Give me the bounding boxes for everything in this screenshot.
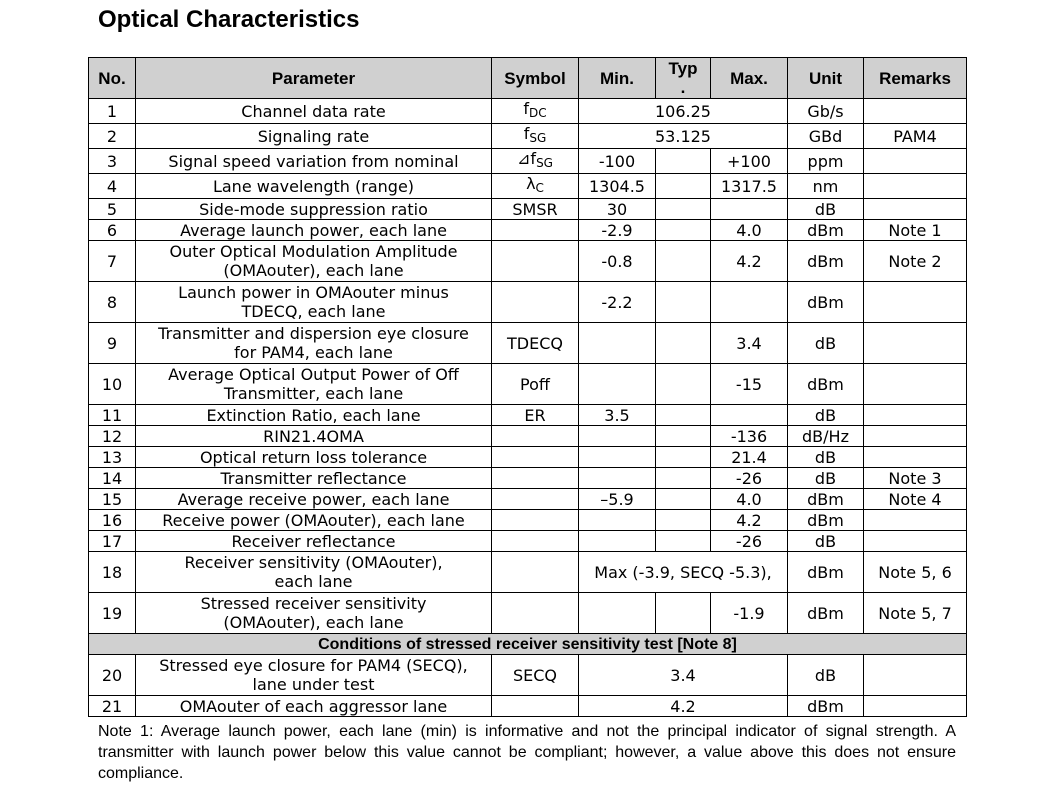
cell-max: 4.0	[711, 489, 788, 510]
cell-no: 5	[89, 199, 136, 220]
table-row	[89, 241, 967, 282]
table-row	[89, 199, 967, 220]
table-row	[89, 364, 967, 405]
cell-max: 1317.5	[711, 174, 788, 199]
cell-symbol	[492, 531, 579, 552]
cell-max: -26	[711, 468, 788, 489]
cell-unit: dB	[788, 531, 864, 552]
header-no: No.	[89, 58, 136, 99]
cell-unit: ppm	[788, 149, 864, 174]
header-unit: Unit	[788, 58, 864, 99]
cell-max: 4.2	[711, 241, 788, 282]
cell-merged-value: Max (-3.9, SECQ -5.3),	[579, 552, 788, 593]
cell-parameter: Receive power (OMAouter), each lane	[136, 510, 492, 531]
cell-typ	[656, 489, 711, 510]
cell-symbol	[492, 489, 579, 510]
cell-parameter: Receiver sensitivity (OMAouter), each lane	[136, 552, 492, 593]
cell-symbol	[492, 241, 579, 282]
cell-min: -2.9	[579, 220, 656, 241]
cell-merged-value: 106.25	[579, 99, 788, 124]
cell-unit: dB	[788, 323, 864, 364]
cell-remarks	[864, 447, 967, 468]
cell-min	[579, 364, 656, 405]
cell-symbol	[492, 468, 579, 489]
cell-unit: dBm	[788, 220, 864, 241]
table-row	[89, 655, 967, 696]
table-row	[89, 593, 967, 634]
table-row	[89, 282, 967, 323]
page-title: Optical Characteristics	[98, 6, 360, 33]
cell-no: 21	[89, 696, 136, 717]
cell-max	[711, 282, 788, 323]
cell-typ	[656, 364, 711, 405]
cell-max: +100	[711, 149, 788, 174]
cell-parameter: Signaling rate	[136, 124, 492, 149]
cell-no: 9	[89, 323, 136, 364]
cell-parameter: Signal speed variation from nominal	[136, 149, 492, 174]
cell-typ	[656, 405, 711, 426]
cell-no: 10	[89, 364, 136, 405]
cell-unit: nm	[788, 174, 864, 199]
cell-parameter: Stressed eye closure for PAM4 (SECQ), lane under test	[136, 655, 492, 696]
cell-min: -2.2	[579, 282, 656, 323]
footnote-1: Note 1: Average launch power, each lane (min) is informative and not the principal indicator of signal strength. A transmitter with launch power below this value cannot be compliant; however, a value above this does not ensure compliance.	[98, 723, 956, 782]
table-row	[89, 552, 967, 593]
cell-no: 3	[89, 149, 136, 174]
cell-no: 7	[89, 241, 136, 282]
table-row	[89, 323, 967, 364]
cell-symbol	[492, 696, 579, 717]
cell-unit: dB	[788, 468, 864, 489]
cell-min	[579, 510, 656, 531]
cell-symbol: fDC	[492, 99, 579, 124]
cell-remarks	[864, 282, 967, 323]
cell-parameter: Transmitter and dispersion eye closure for PAM4, each lane	[136, 323, 492, 364]
table-row	[89, 426, 967, 447]
cell-parameter: Average receive power, each lane	[136, 489, 492, 510]
cell-max: -1.9	[711, 593, 788, 634]
cell-unit: dBm	[788, 241, 864, 282]
cell-remarks	[864, 510, 967, 531]
cell-max: 4.0	[711, 220, 788, 241]
cell-parameter: Stressed receiver sensitivity (OMAouter), each lane	[136, 593, 492, 634]
table-row	[89, 124, 967, 149]
cell-unit: dBm	[788, 489, 864, 510]
cell-typ	[656, 323, 711, 364]
cell-remarks: PAM4	[864, 124, 967, 149]
cell-no: 13	[89, 447, 136, 468]
cell-no: 18	[89, 552, 136, 593]
cell-typ	[656, 447, 711, 468]
table-row	[89, 510, 967, 531]
cell-parameter: Outer Optical Modulation Amplitude (OMAouter), each lane	[136, 241, 492, 282]
cell-remarks	[864, 405, 967, 426]
cell-typ	[656, 593, 711, 634]
cell-symbol: SECQ	[492, 655, 579, 696]
cell-parameter: Channel data rate	[136, 99, 492, 124]
cell-unit: dBm	[788, 510, 864, 531]
cell-unit: dBm	[788, 282, 864, 323]
cell-symbol: ⊿fSG	[492, 149, 579, 174]
cell-symbol: ER	[492, 405, 579, 426]
cell-remarks	[864, 531, 967, 552]
cell-min	[579, 426, 656, 447]
cell-min	[579, 447, 656, 468]
table-row	[89, 489, 967, 510]
cell-parameter: RIN21.4OMA	[136, 426, 492, 447]
header-min: Min.	[579, 58, 656, 99]
cell-no: 20	[89, 655, 136, 696]
cell-remarks	[864, 426, 967, 447]
cell-max	[711, 199, 788, 220]
cell-min: 1304.5	[579, 174, 656, 199]
cell-merged-value: 53.125	[579, 124, 788, 149]
cell-unit: dB/Hz	[788, 426, 864, 447]
cell-symbol	[492, 282, 579, 323]
header-typ-line1: Typ	[668, 59, 698, 78]
section-header-row	[89, 634, 967, 655]
cell-remarks: Note 1	[864, 220, 967, 241]
cell-no: 11	[89, 405, 136, 426]
cell-remarks	[864, 323, 967, 364]
cell-remarks: Note 4	[864, 489, 967, 510]
cell-typ	[656, 220, 711, 241]
cell-parameter: Average launch power, each lane	[136, 220, 492, 241]
cell-min	[579, 323, 656, 364]
cell-min: –5.9	[579, 489, 656, 510]
cell-remarks: Note 3	[864, 468, 967, 489]
optical-characteristics-table	[88, 57, 967, 717]
table-row	[89, 447, 967, 468]
cell-max: 4.2	[711, 510, 788, 531]
cell-symbol	[492, 426, 579, 447]
table-row	[89, 220, 967, 241]
header-typ	[656, 58, 711, 99]
cell-merged-value: 3.4	[579, 655, 788, 696]
cell-unit: GBd	[788, 124, 864, 149]
cell-parameter: Launch power in OMAouter minus TDECQ, each lane	[136, 282, 492, 323]
table-row	[89, 696, 967, 717]
cell-symbol	[492, 220, 579, 241]
cell-parameter: Lane wavelength (range)	[136, 174, 492, 199]
cell-symbol	[492, 510, 579, 531]
table-row	[89, 405, 967, 426]
cell-min	[579, 468, 656, 489]
cell-min	[579, 593, 656, 634]
cell-remarks: Note 5, 6	[864, 552, 967, 593]
cell-no: 15	[89, 489, 136, 510]
cell-unit: dB	[788, 199, 864, 220]
cell-remarks: Note 2	[864, 241, 967, 282]
cell-symbol: TDECQ	[492, 323, 579, 364]
cell-max: 21.4	[711, 447, 788, 468]
header-remarks: Remarks	[864, 58, 967, 99]
cell-remarks: Note 5, 7	[864, 593, 967, 634]
cell-min: 3.5	[579, 405, 656, 426]
table-row	[89, 149, 967, 174]
cell-max	[711, 405, 788, 426]
cell-unit: dBm	[788, 593, 864, 634]
cell-min: -0.8	[579, 241, 656, 282]
cell-max: -136	[711, 426, 788, 447]
cell-parameter: Average Optical Output Power of Off Transmitter, each lane	[136, 364, 492, 405]
cell-typ	[656, 174, 711, 199]
cell-min: 30	[579, 199, 656, 220]
cell-typ	[656, 426, 711, 447]
cell-unit: dB	[788, 447, 864, 468]
cell-symbol: SMSR	[492, 199, 579, 220]
cell-no: 2	[89, 124, 136, 149]
cell-remarks	[864, 199, 967, 220]
cell-no: 16	[89, 510, 136, 531]
cell-unit: Gb/s	[788, 99, 864, 124]
cell-remarks	[864, 696, 967, 717]
cell-remarks	[864, 364, 967, 405]
cell-unit: dB	[788, 405, 864, 426]
header-max: Max.	[711, 58, 788, 99]
cell-unit: dBm	[788, 696, 864, 717]
cell-typ	[656, 468, 711, 489]
cell-unit: dB	[788, 655, 864, 696]
cell-symbol	[492, 593, 579, 634]
table-row	[89, 531, 967, 552]
table-row	[89, 468, 967, 489]
cell-symbol: λC	[492, 174, 579, 199]
header-typ-line2: .	[680, 78, 686, 97]
cell-symbol	[492, 552, 579, 593]
cell-no: 14	[89, 468, 136, 489]
cell-parameter: Extinction Ratio, each lane	[136, 405, 492, 426]
cell-typ	[656, 510, 711, 531]
cell-parameter: Optical return loss tolerance	[136, 447, 492, 468]
cell-max: -26	[711, 531, 788, 552]
cell-no: 8	[89, 282, 136, 323]
section-header: Conditions of stressed receiver sensitivity test [Note 8]	[89, 634, 967, 655]
table-header-row	[89, 58, 967, 99]
header-parameter: Parameter	[136, 58, 492, 99]
cell-typ	[656, 149, 711, 174]
table-row	[89, 99, 967, 124]
cell-max: 3.4	[711, 323, 788, 364]
cell-no: 12	[89, 426, 136, 447]
cell-no: 6	[89, 220, 136, 241]
cell-symbol: fSG	[492, 124, 579, 149]
cell-parameter: Transmitter reflectance	[136, 468, 492, 489]
cell-no: 19	[89, 593, 136, 634]
cell-parameter: Side-mode suppression ratio	[136, 199, 492, 220]
cell-max: -15	[711, 364, 788, 405]
cell-typ	[656, 531, 711, 552]
cell-remarks	[864, 99, 967, 124]
table-row	[89, 174, 967, 199]
header-symbol: Symbol	[492, 58, 579, 99]
cell-remarks	[864, 655, 967, 696]
cell-min: -100	[579, 149, 656, 174]
cell-remarks	[864, 174, 967, 199]
cell-typ	[656, 282, 711, 323]
cell-no: 1	[89, 99, 136, 124]
cell-unit: dBm	[788, 364, 864, 405]
cell-symbol	[492, 447, 579, 468]
cell-no: 4	[89, 174, 136, 199]
cell-typ	[656, 241, 711, 282]
cell-merged-value: 4.2	[579, 696, 788, 717]
cell-min	[579, 531, 656, 552]
cell-symbol: Poff	[492, 364, 579, 405]
cell-parameter: Receiver reflectance	[136, 531, 492, 552]
cell-remarks	[864, 149, 967, 174]
cell-no: 17	[89, 531, 136, 552]
cell-typ	[656, 199, 711, 220]
cell-parameter: OMAouter of each aggressor lane	[136, 696, 492, 717]
cell-unit: dBm	[788, 552, 864, 593]
